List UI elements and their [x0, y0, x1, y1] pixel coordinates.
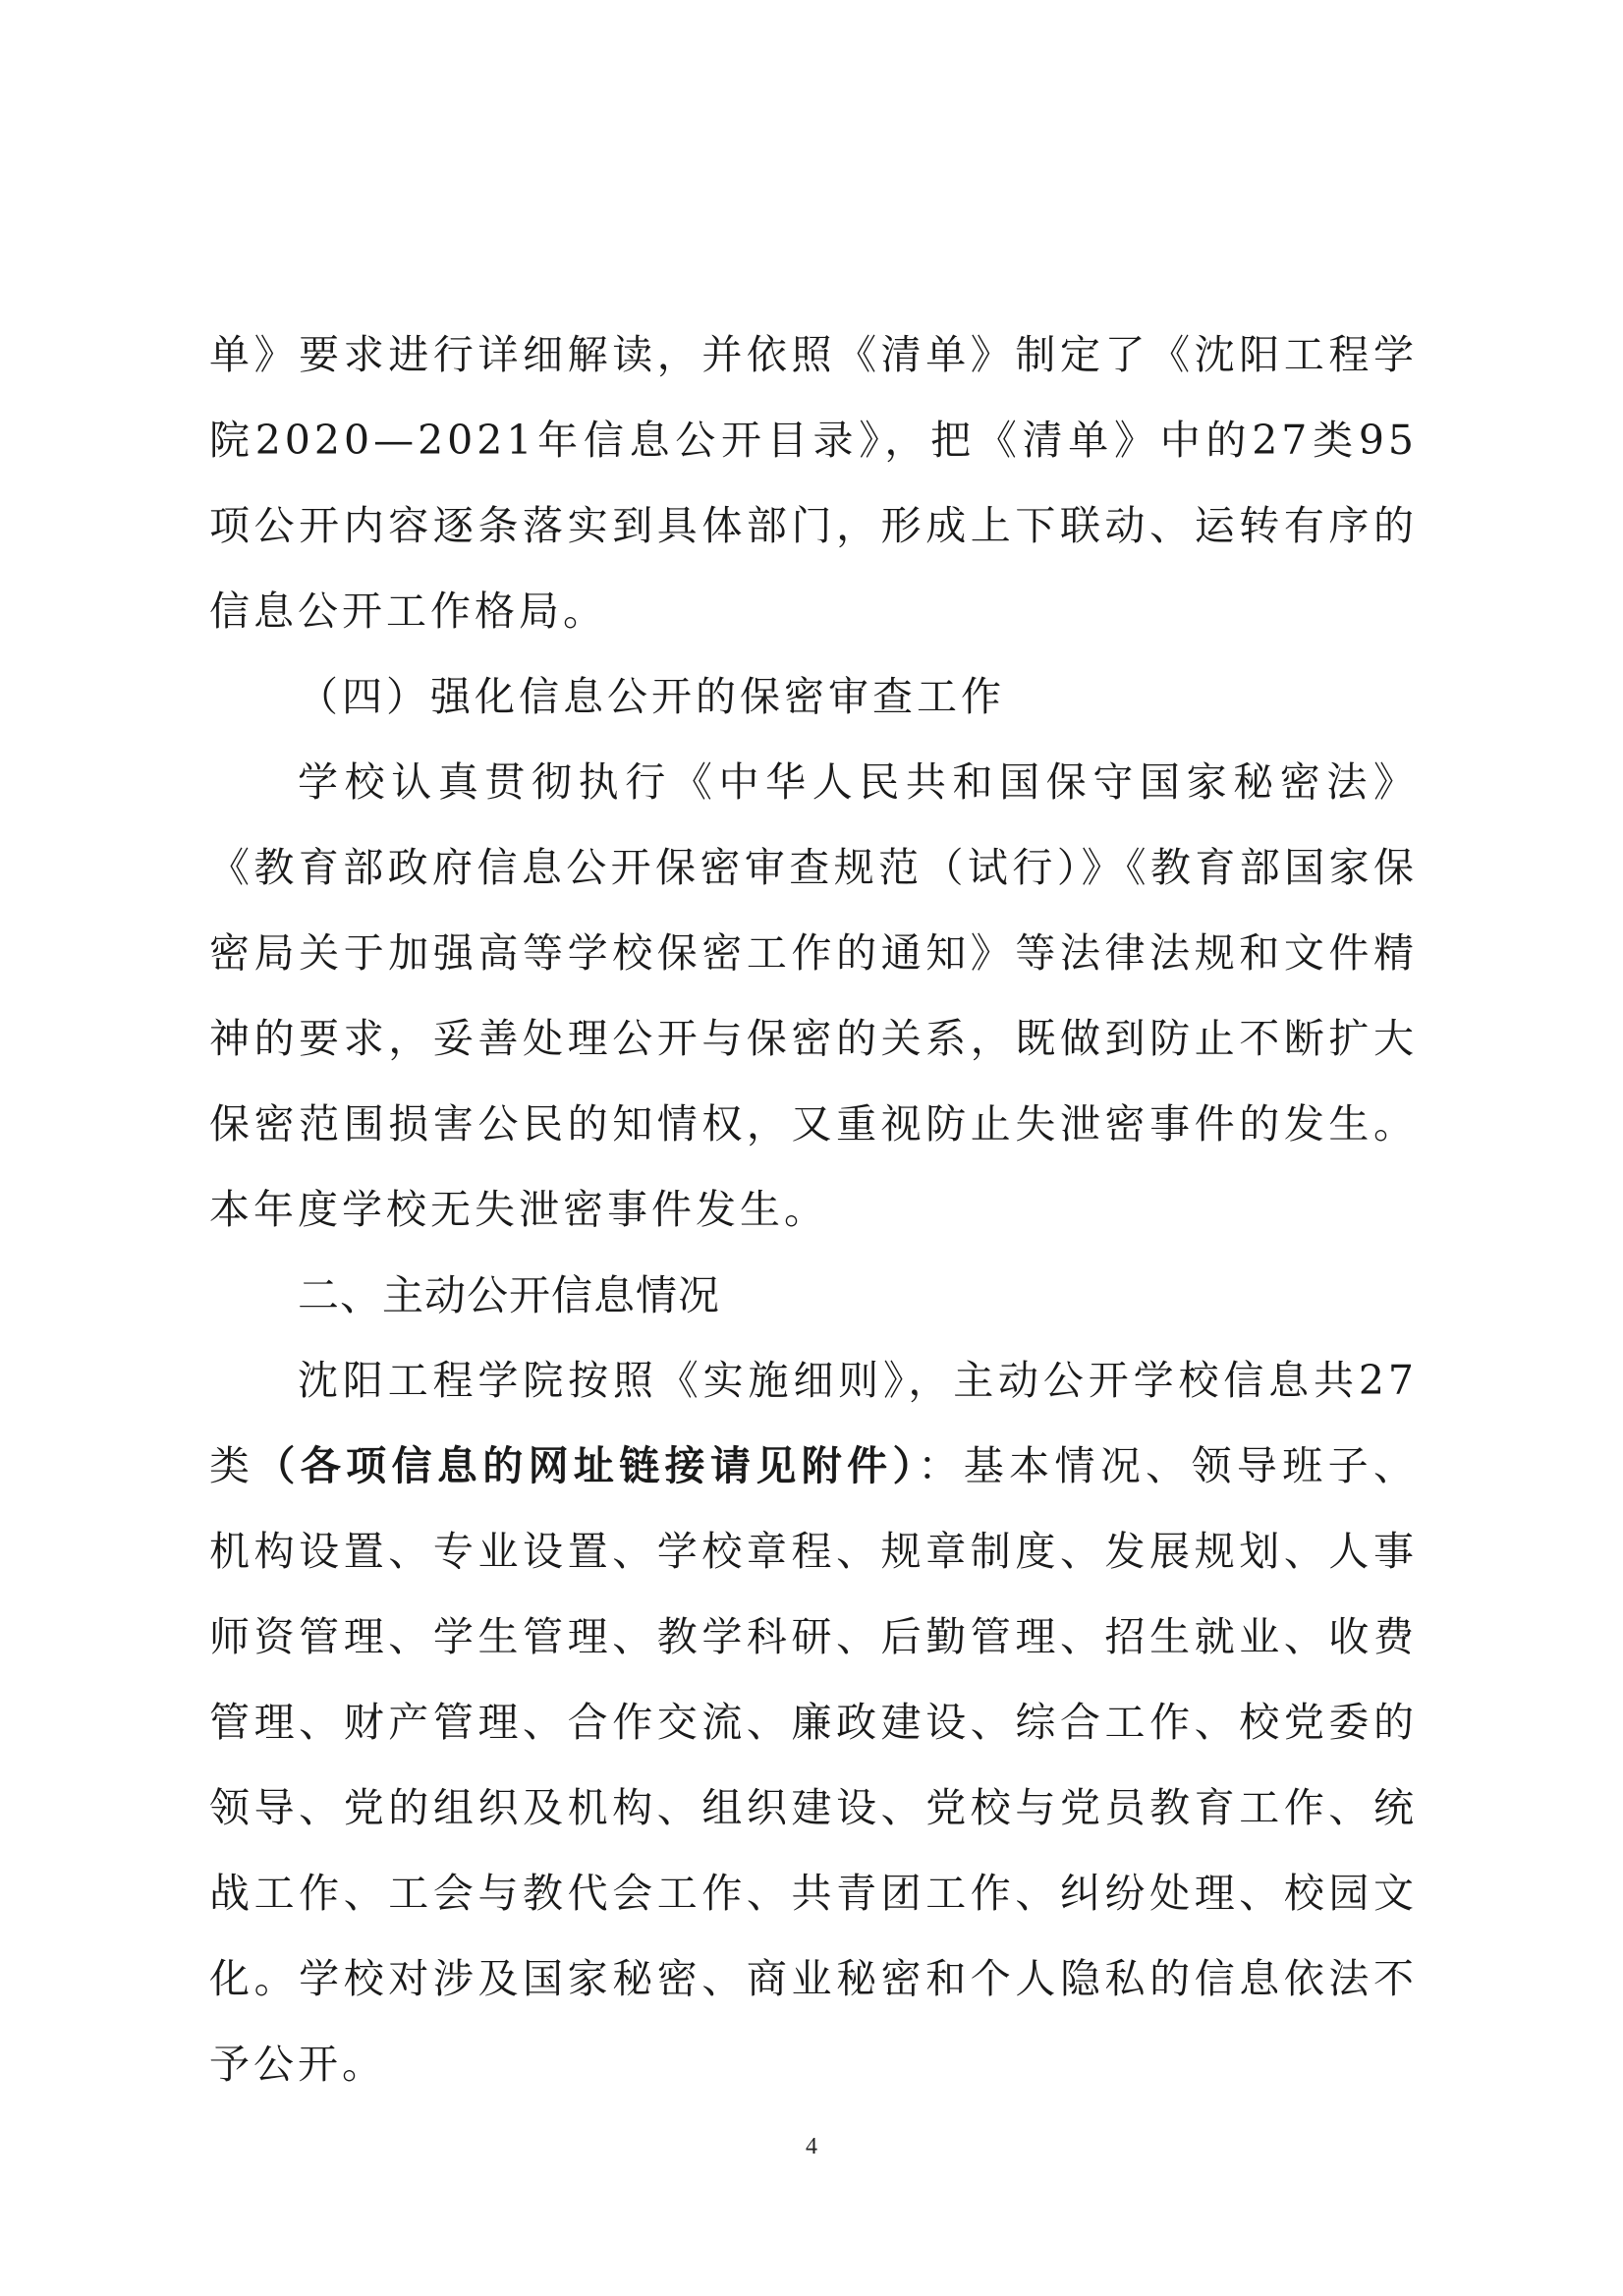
- section-heading-active-disclosure: 二、主动公开信息情况: [298, 1271, 721, 1319]
- paragraph-confidentiality: 学校认真贯彻执行《中华人民共和国保守国家秘密法》《教育部政府信息公开保密审查规范（试行）》《教育部国家保密局关于加强高等学校保密工作的通知》等法律法规和文件精神的要求，妥善处理公开与保密的关系，既做到防止不断扩大保密范围损害公民的知情权，又重视防止失泄密事件的发生。本年度学校无失泄密事件发生。: [209, 758, 1418, 1233]
- page-number: 4: [806, 2134, 817, 2159]
- paragraph-directory: 单》要求进行详细解读，并依照《清单》制定了《沈阳工程学院2020—2021年信息公开目录》，把《清单》中的27类95项公开内容逐条落实到具体部门，形成上下联动、运转有序的信息公开工作格局。: [209, 331, 1418, 635]
- paragraph-active-disclosure: [209, 1338, 1418, 2107]
- subheading-confidentiality-review: （四）强化信息公开的保密审查工作: [298, 673, 1005, 720]
- body-text: [209, 312, 1418, 2107]
- appendix-link-note: （各项信息的网址链接请见附件）: [254, 1442, 919, 1489]
- paragraph-active-disclosure-list: ：基本情况、领导班子、机构设置、专业设置、学校章程、规章制度、发展规划、人事师资管理、学生管理、教学科研、后勤管理、招生就业、收费管理、财产管理、合作交流、廉政建设、综合工作、校党委的领导、党的组织及机构、组织建设、党校与党员教育工作、统战工作、工会与教代会工作、共青团工作、纠纷处理、校园文化。学校对涉及国家秘密、商业秘密和个人隐私的信息依法不予公开。: [209, 1442, 1419, 2088]
- paragraph-active-disclosure-start: 沈阳工程学院按照《实施细则》，主动公开学校信息共27类: [209, 1357, 1418, 1489]
